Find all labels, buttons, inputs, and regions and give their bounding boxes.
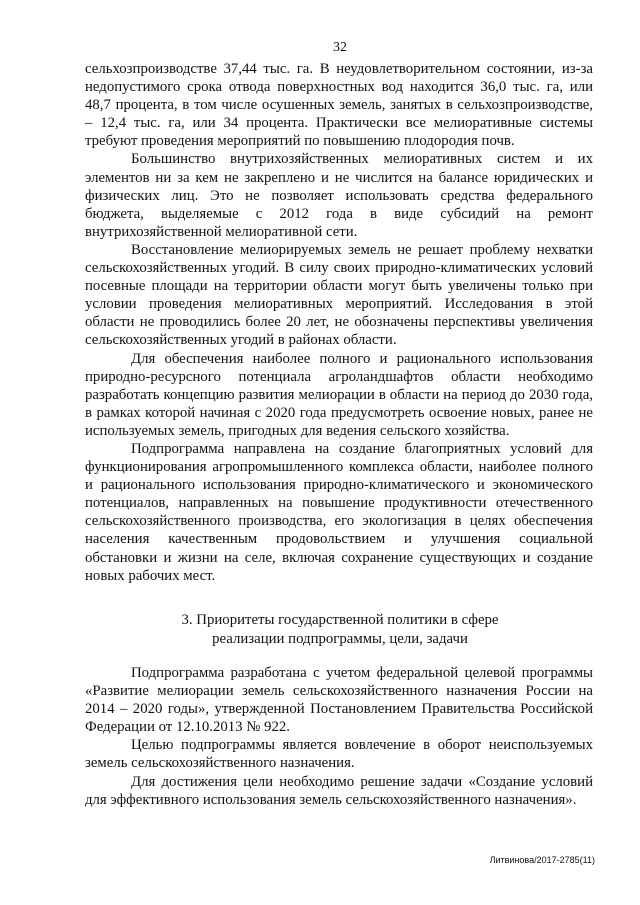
paragraph-1: сельхозпроизводстве 37,44 тыс. га. В неудовлетворительном состоянии, из-за недопустимого срока отвода поверхностных вод находится 36,0 тыс. га, или 48,7 процента, в том числе осушенных земель, занятых в сельхозпроизводстве, – 12,4 тыс. га, или 34 процента. Практически все мелиоративные системы требуют проведения мероприятий по повышению плодородия почв. <box>85 61 593 150</box>
section-heading-line-2: реализации подпрограммы, цели, задачи <box>212 631 468 647</box>
document-page <box>85 0 595 905</box>
page-number: 32 <box>333 40 347 55</box>
paragraph-2: Большинство внутрихозяйственных мелиоративных систем и их элементов ни за кем не закреплено и не числится на балансе юридических и физических лиц. Это не позволяет использовать средства федерального бюджета, выделяемые с 2012 года в виде субсидий на ремонт внутрихозяйственной мелиоративной сети. <box>85 151 593 240</box>
paragraph-7: Целью подпрограммы является вовлечение в оборот неиспользуемых земель сельскохозяйственного назначения. <box>85 737 593 772</box>
paragraph-3: Восстановление мелиорируемых земель не решает проблему нехватки сельскохозяйственных угодий. В силу своих природно-климатических условий посевные площади на территории области могут быть увеличены только при условии проведения мелиоративных мероприятий. Исследования в этой области не проводились более 20 лет, не обозначены перспективы увеличения сельскохозяйственных угодий в районах области. <box>85 241 593 349</box>
paragraph-5: Подпрограмма направлена на создание благоприятных условий для функционирования агропромышленного комплекса области, наиболее полного и рационального использования природно-климатического и экономического потенциалов, направленных на повышение продуктивности отечественного сельскохозяйственного производства, его экологизация в целях обеспечения населения качественным продовольствием и улучшения социальной обстановки и жизни на селе, включая сохранение существующих и создание новых рабочих мест. <box>85 440 593 584</box>
paragraph-6: Подпрограмма разработана с учетом федеральной целевой программы «Развитие мелиорации земель сельскохозяйственного назначения России на 2014 – 2020 годы», утвержденной Постановлением Правительства Российской Федерации от 12.10.2013 № 922. <box>85 665 593 736</box>
body-text-top <box>85 60 593 585</box>
paragraph-4: Для обеспечения наиболее полного и рационального использования природно-ресурсного потенциала агроландшафтов области необходимо разработать концепцию развития мелиорации в области на период до 2030 года, в рамках которой начиная с 2020 года предусмотреть освоение новых, ранее не используемых земель, пригодных для ведения сельского хозяйства. <box>85 350 593 439</box>
body-text-bottom <box>85 664 593 809</box>
document-code: Литвинова/2017-2785(11) <box>489 855 595 865</box>
section-heading-line-1: 3. Приоритеты государственной политики в сфере <box>181 612 499 628</box>
section-heading <box>85 611 595 649</box>
paragraph-8: Для достижения цели необходимо решение задачи «Создание условий для эффективного использования земель сельскохозяйственного назначения». <box>85 773 593 808</box>
